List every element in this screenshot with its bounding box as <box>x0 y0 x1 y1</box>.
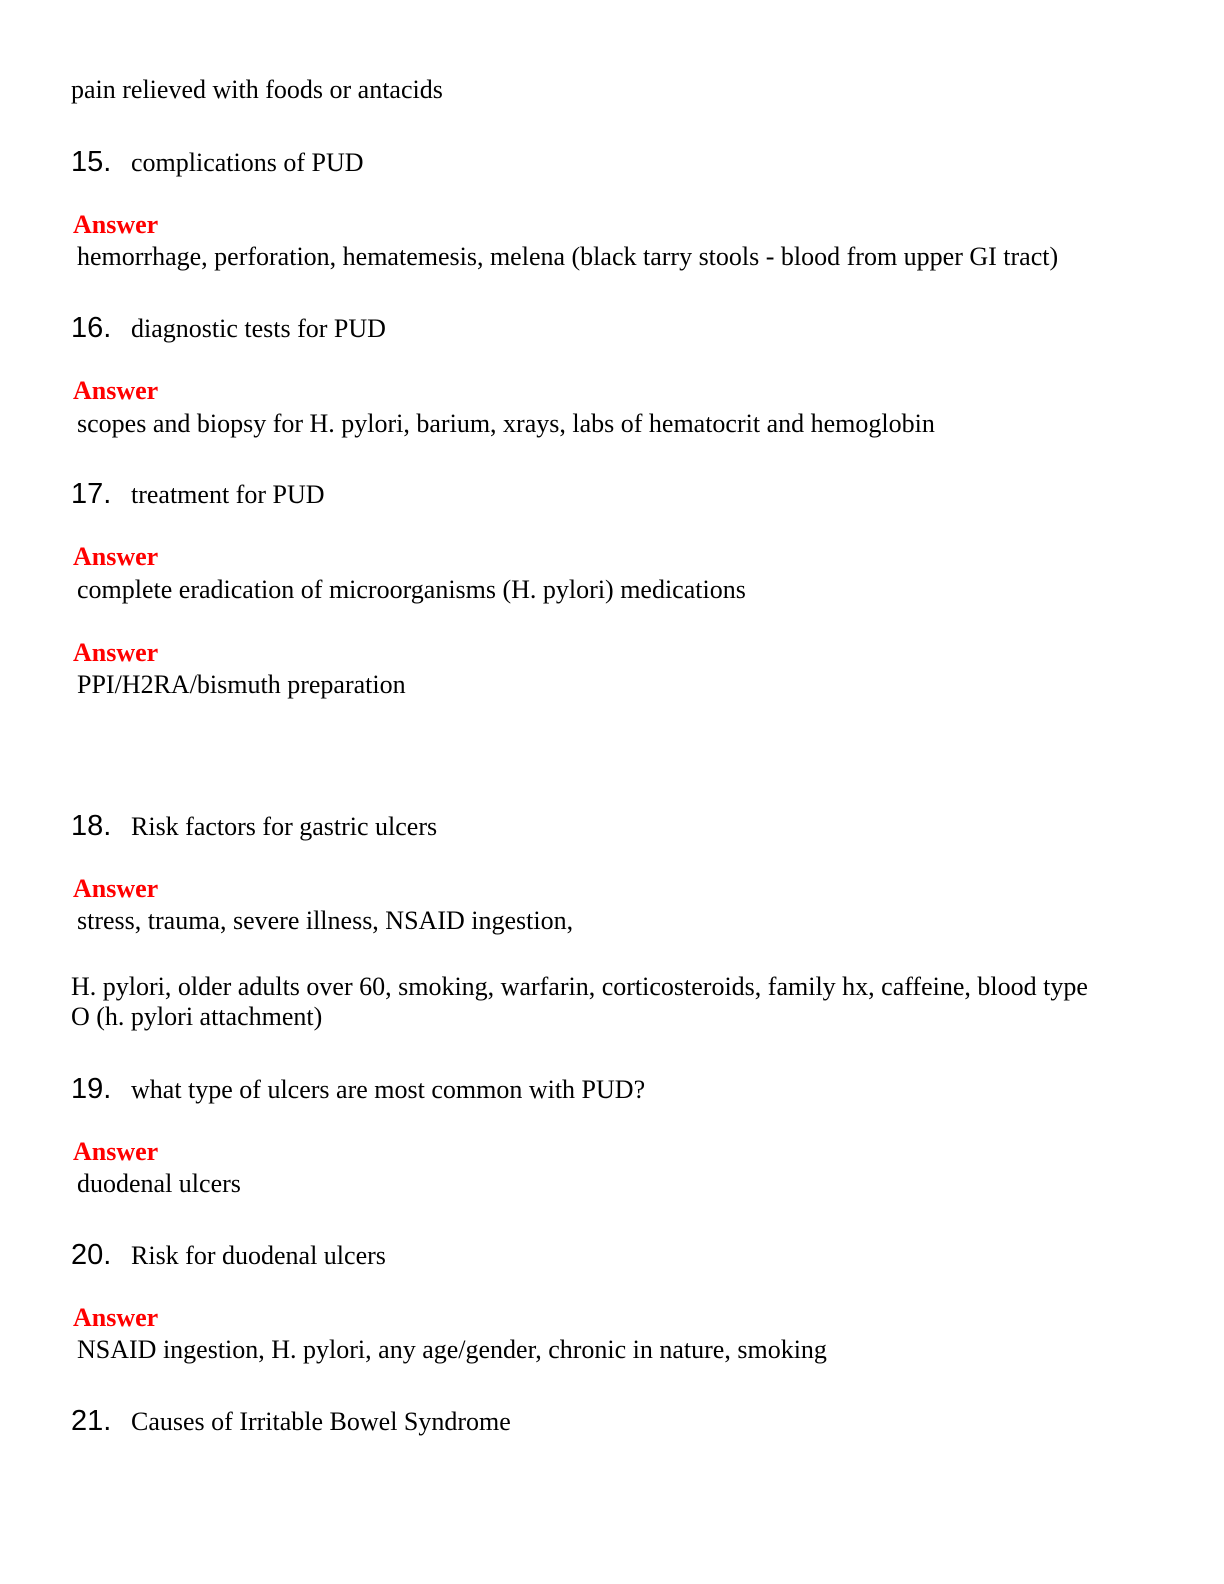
question-number: 17. <box>71 478 112 510</box>
question-21 <box>71 1405 511 1438</box>
question-20 <box>71 1239 386 1272</box>
question-text: what type of ulcers are most common with PUD? <box>131 1075 646 1104</box>
answer-text: stress, trauma, severe illness, NSAID ingestion, <box>77 906 574 935</box>
question-number: 20. <box>71 1239 112 1271</box>
question-text: Causes of Irritable Bowel Syndrome <box>131 1407 511 1436</box>
question-18 <box>71 810 437 843</box>
question-number: 21. <box>71 1405 112 1437</box>
answer-label: Answer <box>73 210 159 239</box>
answer-continuation: H. pylori, older adults over 60, smoking, warfarin, corticosteroids, family hx, caffeine, blood type <box>71 972 1088 1001</box>
answer-label: Answer <box>73 542 159 571</box>
question-text: Risk for duodenal ulcers <box>131 1241 386 1270</box>
answer-text: hemorrhage, perforation, hematemesis, melena (black tarry stools - blood from upper GI tract) <box>77 242 1059 271</box>
answer-label: Answer <box>73 376 159 405</box>
question-19 <box>71 1073 645 1106</box>
question-17 <box>71 478 325 511</box>
answer-label: Answer <box>73 874 159 903</box>
question-text: Risk factors for gastric ulcers <box>131 812 438 841</box>
answer-label: Answer <box>73 1303 159 1332</box>
question-number: 16. <box>71 312 112 344</box>
question-15 <box>71 146 364 179</box>
question-text: complications of PUD <box>131 148 364 177</box>
answer-text: complete eradication of microorganisms (H. pylori) medications <box>77 575 746 604</box>
question-number: 18. <box>71 810 112 842</box>
answer-text: NSAID ingestion, H. pylori, any age/gender, chronic in nature, smoking <box>77 1335 827 1364</box>
answer-text: duodenal ulcers <box>77 1169 241 1198</box>
question-number: 19. <box>71 1073 112 1105</box>
intro-text: pain relieved with foods or antacids <box>71 75 443 104</box>
answer-continuation: O (h. pylori attachment) <box>71 1002 323 1031</box>
answer-label: Answer <box>73 1137 159 1166</box>
question-16 <box>71 312 386 345</box>
question-number: 15. <box>71 146 112 178</box>
answer-label: Answer <box>73 638 159 667</box>
question-text: diagnostic tests for PUD <box>131 314 386 343</box>
answer-text: scopes and biopsy for H. pylori, barium, xrays, labs of hematocrit and hemoglobin <box>77 409 935 438</box>
answer-text: PPI/H2RA/bismuth preparation <box>77 670 406 699</box>
question-text: treatment for PUD <box>131 480 325 509</box>
